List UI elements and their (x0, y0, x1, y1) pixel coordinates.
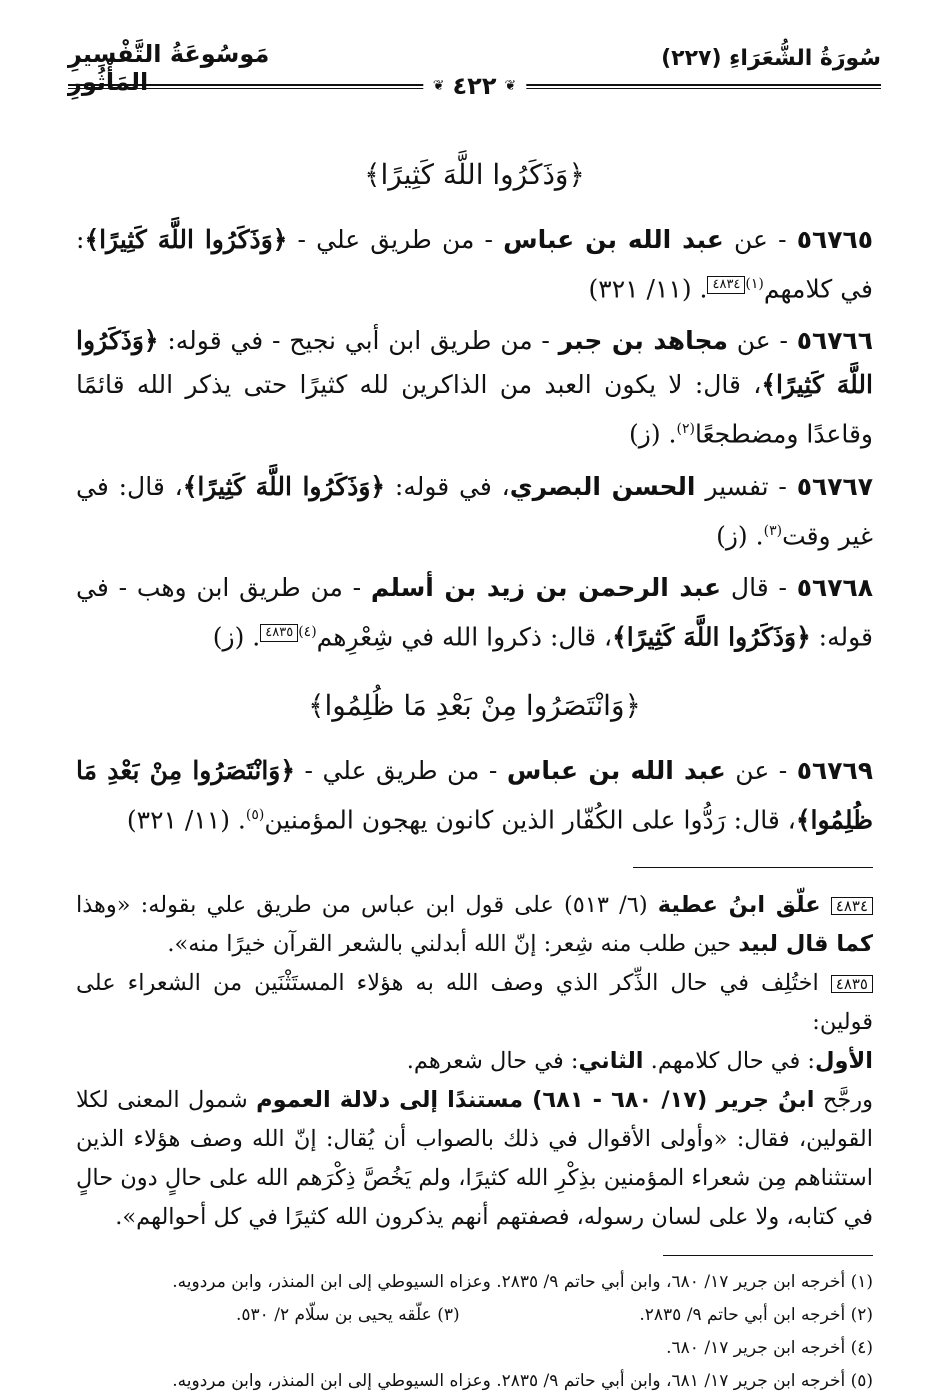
footnote-row (76, 1299, 873, 1332)
footnote: (٢) أخرجه ابن أبي حاتم ٩/ ٢٨٣٥. (639, 1304, 873, 1325)
opinion-label: الأول (815, 1047, 873, 1074)
footnote: (٤) أخرجه ابن جرير ١٧/ ٦٨٠. (666, 1337, 873, 1358)
book-title: مَوسُوعَةُ التَّفْسِيرِ المَأْثُورِ (68, 40, 270, 96)
entry-text: ، قال: لا يكون العبد من الذاكرين لله كثيرًا حتى يذكر الله قائمًا وقاعدًا ومضطجعًا (76, 370, 873, 449)
narration-entry (76, 465, 873, 558)
entry-chain: - من طريق علي - (295, 756, 507, 786)
entry-text: ، قال: في غير وقت (76, 471, 873, 550)
commentary-emphasis: مستندًا إلى دلالة العموم (256, 1086, 524, 1113)
entry-number: ٥٦٧٦٥ (796, 225, 873, 254)
narration-entry (76, 218, 873, 311)
page-number-text: ٤٢٢ (452, 72, 497, 100)
footnote-ref[interactable]: (٣) (763, 522, 783, 539)
narrator-name: مجاهد بن جبر (558, 326, 728, 356)
entry-text: ، قال: رَدُّوا على الكُفّار الذين كانون يهجون المؤمنين (264, 805, 796, 835)
narration-entry (76, 566, 873, 659)
footnote-divider (663, 1255, 873, 1256)
commentary-emphasis: كما قال لبيد (738, 930, 873, 957)
commentary-box: ٤٨٣٥ (831, 975, 873, 993)
entry-chain: - من طريق ابن أبي نجيح - في قوله: (158, 326, 559, 356)
commentary-ref-box[interactable]: ٤٨٣٥ (260, 624, 298, 642)
entry-source: . (١١/ ٣٢١) (588, 274, 708, 304)
commentary-box: ٤٨٣٤ (831, 897, 873, 915)
entry-source: . (ز) (212, 622, 261, 652)
entry-prefix: - عن (723, 225, 797, 254)
entry-number: ٥٦٧٦٦ (796, 326, 873, 356)
entry-text: ، قال: ذكروا الله في شِعْرِهم (316, 622, 613, 652)
footnote-ref[interactable]: (٤) (298, 623, 317, 640)
entry-prefix: - قال (721, 572, 797, 602)
narrator-name: عبد الرحمن بن زيد بن أسلم (370, 572, 722, 602)
quran-quote: ﴿وَانْتَصَرُوا مِنْ بَعْدِ مَا ظُلِمُوا﴾ (76, 756, 873, 835)
entry-number: ٥٦٧٦٩ (796, 756, 873, 786)
commentary-text: اختُلِف في حال الذِّكر الذي وصف الله به هؤلاء المستَثْنَين من الشعراء على قولين: (76, 969, 873, 1035)
section (76, 681, 873, 842)
commentary-block (76, 886, 873, 1237)
running-header (68, 40, 881, 100)
ornament-icon: ❦ (432, 78, 445, 94)
commentary-paragraph (76, 1042, 873, 1081)
footnote: (٥) أخرجه ابن جرير ١٧/ ٦٨١، وابن أبي حاتم ٩/ ٢٨٣٥. وعزاه السيوطي إلى ابن المنذر، وابن مردويه. (172, 1370, 873, 1391)
commentary-text: شمول المعنى لكلا القولين، فقال: «وأولى الأقوال في ذلك بالصواب أن يُقال: إنّ الله وصف هؤلاء الذين استثناهم مِن شعراء المؤمنين بذِكْرِ الله كثيرًا، ولم يَخُصَّ ذِكْرَهم الله على حالٍ دون حالٍ في كتابه، ولا على لسان رسوله، فصفتهم أنهم يذكرون الله كثيرًا في كل أحوالهم». (76, 1086, 873, 1230)
page-number (423, 72, 526, 100)
commentary-paragraph (76, 1081, 873, 1237)
verse-heading: ﴿وَانْتَصَرُوا مِنْ بَعْدِ مَا ظُلِمُوا﴾ (308, 689, 641, 723)
ornament-icon: ❦ (504, 78, 517, 94)
footnotes (76, 1266, 873, 1398)
commentary-divider (633, 867, 873, 868)
footnote-ref[interactable]: (٢) (676, 421, 695, 438)
commentary-paragraph (76, 964, 873, 1042)
quran-quote: ﴿وَذَكَرُوا اللَّهَ كَثِيرًا﴾ (182, 471, 386, 501)
entry-number: ٥٦٧٦٧ (796, 471, 873, 501)
opinion-text: : في حال كلامهم. (643, 1047, 816, 1074)
commentary-author: ابنُ جرير (716, 1086, 815, 1113)
entry-prefix: - تفسير (695, 471, 797, 501)
narrator-name: الحسن البصري (509, 471, 696, 501)
commentary-author: علّق ابنُ عطية (657, 891, 821, 918)
opinion-text: : في حال شعرهم. (406, 1047, 579, 1074)
footnote: (٣) علّقه يحيى بن سلّام ٢/ ٥٣٠. (236, 1304, 460, 1325)
quran-quote: ﴿وَذَكَرُوا اللَّهَ كَثِيرًا﴾ (612, 622, 811, 652)
footnote-ref[interactable]: (١) (745, 276, 764, 292)
opinion-label: الثاني (578, 1047, 644, 1074)
quran-quote: ﴿وَذَكَرُوا اللَّهَ كَثِيرًا﴾ (76, 326, 873, 400)
entry-source: . (ز) (629, 419, 677, 449)
entry-chain: - من طريق ابن وهب - في قوله: (76, 572, 873, 652)
entry-chain: ، في قوله: (385, 471, 510, 501)
entry-chain: - من طريق علي - (287, 225, 504, 254)
entry-source: . (ز) (716, 520, 764, 550)
entry-prefix: - عن (725, 756, 797, 786)
commentary-ref: (١٧/ ٦٨٠ - ٦٨١) (523, 1086, 717, 1113)
entry-prefix: - عن (728, 326, 797, 356)
footnote: (١) أخرجه ابن جرير ١٧/ ٦٨٠، وابن أبي حاتم ٩/ ٢٨٣٥. وعزاه السيوطي إلى ابن المنذر، وابن مردويه. (172, 1271, 873, 1292)
entry-text: : في كلامهم (76, 225, 873, 304)
narrator-name: عبد الله بن عباس (506, 756, 726, 786)
commentary-ref-box[interactable]: ٤٨٣٤ (707, 276, 745, 294)
entry-number: ٥٦٧٦٨ (796, 572, 873, 602)
entry-source: . (١١/ ٣٢١) (126, 805, 246, 835)
narration-entry (76, 319, 873, 456)
section (76, 150, 873, 659)
narrator-name: عبد الله بن عباس (503, 225, 724, 254)
commentary-text: ورجَّح (814, 1086, 873, 1113)
surah-title: سُورَةُ الشُّعَرَاءِ (٢٢٧) (661, 46, 881, 71)
commentary-text: حين طلب منه شِعر: إنّ الله أبدلني بالشعر القرآن خيرًا منه». (167, 930, 739, 957)
narration-entry (76, 749, 873, 842)
quran-quote: ﴿وَذَكَرُوا اللَّهَ كَثِيرًا﴾ (84, 225, 288, 254)
commentary-text: (٦/ ٥١٣) على قول ابن عباس من طريق علي بقوله: «وهذا (76, 891, 658, 918)
verse-heading: ﴿وَذَكَرُوا اللَّهَ كَثِيرًا﴾ (364, 158, 585, 191)
commentary-paragraph (76, 886, 873, 964)
footnote-ref[interactable]: (٥) (245, 807, 265, 824)
main-content (76, 150, 873, 1398)
